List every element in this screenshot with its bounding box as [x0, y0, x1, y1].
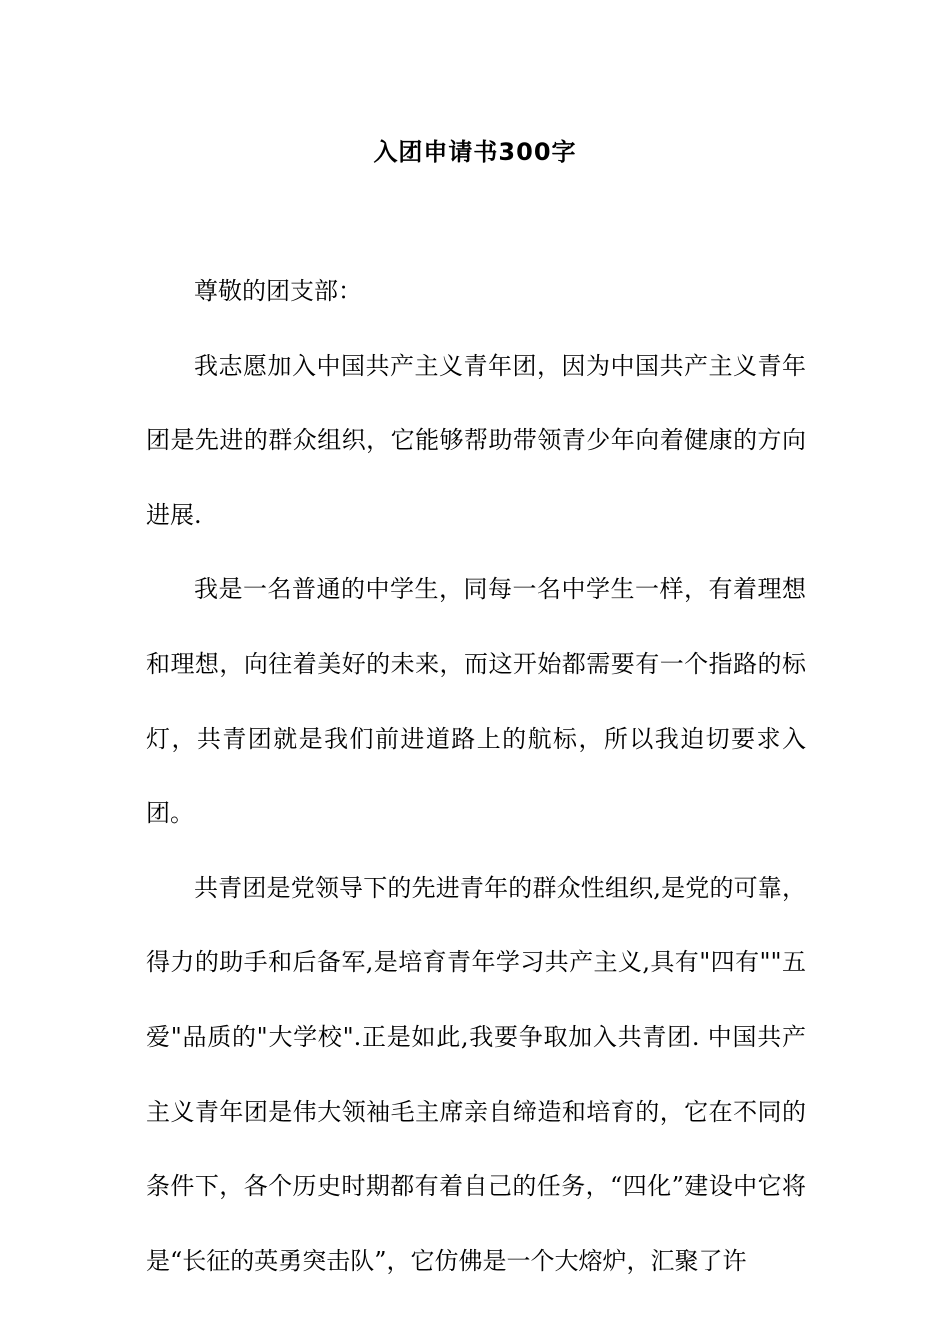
paragraph-2: 我是一名普通的中学生，同每一名中学生一样，有着理想和理想，向往着美好的未来，而这开始都需要有一个指路的标灯，共青团就是我们前进道路上的航标，所以我迫切要求入团。	[146, 575, 806, 828]
salutation: 尊敬的团支部：	[194, 277, 362, 305]
document-title: 入团申请书300字	[373, 138, 577, 166]
document-body	[146, 254, 806, 1298]
paragraph-3: 共青团是党领导下的先进青年的群众性组织,是党的可靠，得力的助手和后备军,是培育青年学习共产主义,具有"四有""五爱"品质的"大学校".正是如此,我要争取加入共青团. 中国共产主义青年团是伟大领袖毛主席亲自缔造和培育的，它在不同的条件下，各个历史时期都有着自己的任务，“四化”建设中它将是“长征的英勇突击队”，它仿佛是一个大熔炉，汇聚了许	[146, 873, 806, 1275]
paragraph-1: 我志愿加入中国共产主义青年团，因为中国共产主义青年团是先进的群众组织，它能够帮助带领青少年向着健康的方向进展.	[146, 351, 806, 529]
